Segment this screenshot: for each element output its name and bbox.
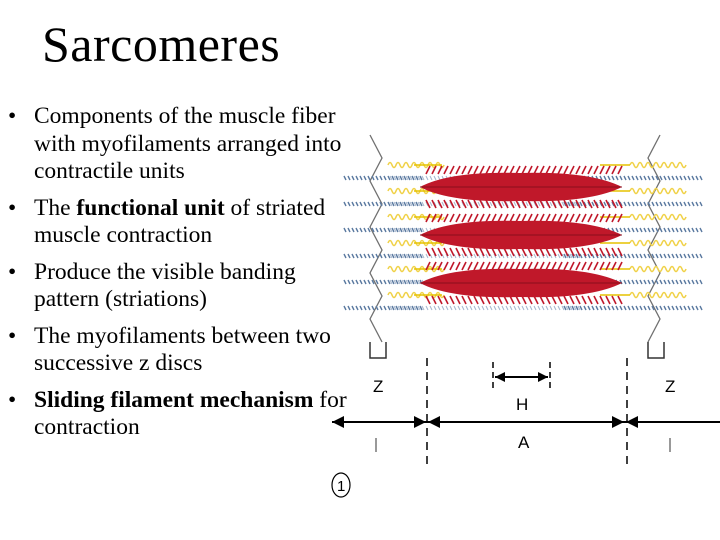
myosin-head: [564, 166, 568, 174]
h-arrowhead-right: [538, 372, 548, 382]
a-arrowhead-inner-left: [414, 416, 426, 428]
myosin-head: [606, 296, 610, 304]
myosin-head: [558, 262, 562, 270]
slide-title: Sarcomeres: [42, 16, 281, 72]
myosin-head: [564, 296, 568, 304]
myosin-head: [522, 296, 526, 304]
myosin-head: [462, 296, 466, 304]
myosin-head: [438, 166, 442, 174]
myosin-head: [552, 296, 556, 304]
myosin-head: [600, 296, 604, 304]
bullet-item: [8, 103, 360, 186]
myosin-head: [558, 166, 562, 174]
myosin-head: [618, 166, 622, 174]
myosin-head: [492, 166, 496, 174]
myosin-head: [450, 296, 454, 304]
a-label: A: [518, 433, 530, 452]
myosin-head: [474, 214, 478, 222]
myosin-head: [456, 262, 460, 270]
myosin-head: [462, 166, 466, 174]
myosin-head: [612, 296, 616, 304]
myosin-head: [564, 262, 568, 270]
a-arrowhead-inner-right-2: [626, 416, 638, 428]
z-disc-left: [370, 135, 382, 342]
myosin-head: [492, 214, 496, 222]
myosin-head: [444, 296, 448, 304]
myosin-head: [510, 214, 514, 222]
titin-spring: [630, 163, 686, 168]
myosin-head: [468, 214, 472, 222]
myosin-head: [576, 296, 580, 304]
myosin-head: [588, 296, 592, 304]
myosin-head: [510, 166, 514, 174]
myosin-head: [450, 166, 454, 174]
myosin-head: [552, 166, 556, 174]
myosin-head: [480, 166, 484, 174]
myosin-head: [540, 214, 544, 222]
step-number: 1: [337, 478, 346, 495]
myosin-head: [522, 262, 526, 270]
myosin-head: [486, 296, 490, 304]
bullet-bold-text: functional unit: [76, 194, 225, 221]
myosin-head: [516, 166, 520, 174]
myosin-head: [600, 214, 604, 222]
myosin-head: [582, 296, 586, 304]
myosin-head: [618, 296, 622, 304]
myosin-head: [582, 214, 586, 222]
myosin-head: [462, 262, 466, 270]
step-number-badge: [330, 470, 352, 500]
myosin-head: [486, 166, 490, 174]
myosin-head: [558, 296, 562, 304]
myosin-head: [570, 166, 574, 174]
myosin-head: [468, 166, 472, 174]
myosin-head: [474, 262, 478, 270]
myosin-head: [462, 214, 466, 222]
myosin-head: [486, 214, 490, 222]
myosin-head: [570, 214, 574, 222]
myosin-head: [492, 296, 496, 304]
myosin-head: [594, 262, 598, 270]
myosin-head: [558, 214, 562, 222]
bullet-bold-text: Sliding filament mechanism: [34, 386, 314, 413]
myosin-head: [456, 166, 460, 174]
myosin-head: [522, 214, 526, 222]
bullet-text: Components of the muscle fiber with myofilaments arranged into contractile units: [34, 103, 342, 184]
bullet-dot: •: [8, 258, 17, 285]
myosin-head: [576, 166, 580, 174]
myosin-head: [444, 214, 448, 222]
bullet-list: [8, 103, 360, 451]
myosin-head: [552, 262, 556, 270]
myosin-head: [450, 262, 454, 270]
myosin-head: [456, 296, 460, 304]
titin-spring: [630, 215, 686, 220]
myosin-head: [576, 262, 580, 270]
titin-spring: [630, 189, 686, 194]
myosin-head: [426, 296, 430, 304]
bullet-text: The: [34, 194, 77, 221]
bullet-dot: •: [8, 194, 17, 221]
myosin-head: [546, 214, 550, 222]
myosin-head: [618, 214, 622, 222]
bullet-item: [8, 259, 360, 314]
myosin-head: [606, 166, 610, 174]
h-arrowhead-left: [495, 372, 505, 382]
myosin-head: [576, 214, 580, 222]
myosin-head: [444, 166, 448, 174]
myosin-head: [594, 214, 598, 222]
myosin-head: [516, 296, 520, 304]
myosin-head: [546, 262, 550, 270]
myosin-head: [450, 214, 454, 222]
a-arrowhead-outer-left: [332, 416, 344, 428]
myosin-head: [588, 214, 592, 222]
z-label-right: Z: [665, 377, 676, 396]
myosin-head: [492, 262, 496, 270]
bullet-item: [8, 387, 360, 442]
a-arrowhead-inner-left-2: [428, 416, 440, 428]
myosin-head: [510, 262, 514, 270]
bullet-dot: •: [8, 103, 17, 129]
bullet-item: [8, 323, 360, 378]
myosin-head: [474, 166, 478, 174]
thin-filament-center: [390, 306, 580, 310]
myosin-head: [468, 262, 472, 270]
myosin-head: [456, 214, 460, 222]
bullet-text: for contraction: [34, 386, 347, 440]
myosin-head: [612, 166, 616, 174]
sarcomere-diagram: [330, 130, 720, 475]
myosin-head: [546, 166, 550, 174]
myosin-head: [486, 262, 490, 270]
titin-spring: [630, 241, 686, 246]
myosin-head: [594, 296, 598, 304]
titin-spring: [630, 293, 686, 298]
myosin-head: [480, 296, 484, 304]
myosin-head: [480, 262, 484, 270]
myosin-head: [588, 166, 592, 174]
myosin-head: [552, 214, 556, 222]
bullet-text: of striated muscle contraction: [34, 194, 326, 248]
myosin-head: [540, 262, 544, 270]
bullet-text: The myofilaments between two successive z discs: [34, 322, 331, 376]
myosin-head: [582, 166, 586, 174]
myosin-head: [546, 296, 550, 304]
bullet-dot: •: [8, 386, 17, 413]
myosin-head: [612, 214, 616, 222]
myosin-head: [606, 214, 610, 222]
myosin-head: [510, 296, 514, 304]
myosin-head: [522, 166, 526, 174]
titin-spring: [630, 267, 686, 272]
filament-array: [344, 163, 702, 311]
myosin-head: [540, 296, 544, 304]
thin-filament-right: [564, 306, 702, 310]
myosin-head: [540, 166, 544, 174]
z-bracket-left: [370, 342, 386, 358]
myosin-head: [516, 214, 520, 222]
myosin-head: [570, 296, 574, 304]
myosin-head: [582, 262, 586, 270]
z-label-left: Z: [373, 377, 384, 396]
bullet-item: [8, 195, 360, 250]
myosin-head: [600, 166, 604, 174]
a-arrowhead-inner-right: [612, 416, 624, 428]
bullet-text: Produce the visible banding pattern (striations): [34, 258, 296, 312]
z-bracket-right: [648, 342, 664, 358]
myosin-head: [570, 262, 574, 270]
myosin-head: [594, 166, 598, 174]
myosin-head: [468, 296, 472, 304]
myosin-head: [588, 262, 592, 270]
myosin-head: [474, 296, 478, 304]
myosin-head: [516, 262, 520, 270]
myosin-head: [564, 214, 568, 222]
h-label: H: [516, 395, 529, 414]
myosin-head: [480, 214, 484, 222]
thin-filament-center: [390, 254, 580, 258]
myosin-head: [444, 262, 448, 270]
thin-filament-center: [390, 202, 580, 206]
bullet-dot: •: [8, 322, 17, 349]
